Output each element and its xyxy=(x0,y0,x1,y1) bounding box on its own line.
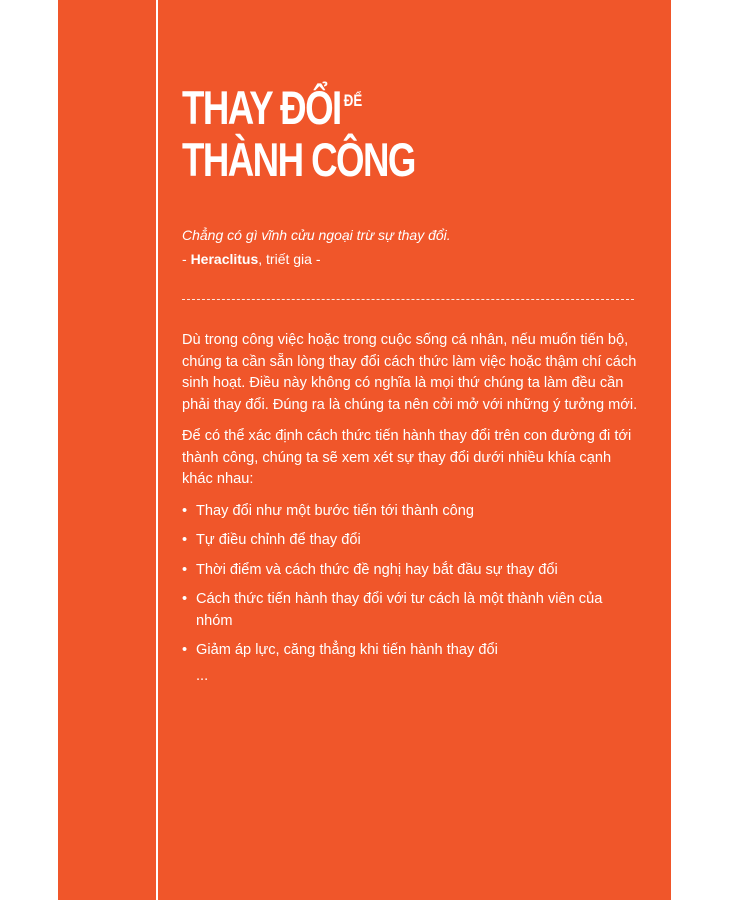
bullet-icon: • xyxy=(182,502,188,519)
list-item-text: Cách thức tiến hành thay đổi với tư cách là một thành viên của nhóm xyxy=(196,591,603,629)
epigraph-quote: Chẳng có gì vĩnh cửu ngoại trừ sự thay đổi. xyxy=(182,227,451,243)
bullet-icon: • xyxy=(182,561,188,578)
list-item xyxy=(182,640,640,662)
blurb-body xyxy=(182,330,640,687)
epigraph-attribution xyxy=(182,251,321,267)
list-item-text: Thay đổi như một bước tiến tới thành công xyxy=(196,502,475,519)
title-line-2: THÀNH CÔNG xyxy=(182,133,415,186)
list-item xyxy=(182,501,640,523)
list-item-text: Thời điểm và cách thức đề nghị hay bắt đầu sự thay đổi xyxy=(196,561,558,578)
bullet-icon: • xyxy=(182,532,188,548)
dashed-divider xyxy=(182,299,634,300)
book-back-cover xyxy=(58,0,671,900)
quote-author: Heraclitus xyxy=(190,251,259,267)
blurb-paragraph-1: Dù trong công việc hoặc trong cuộc sống cá nhân, nếu muốn tiến bộ, chúng ta cần sẵn lòng thay đổi cách thức làm việc hoặc thậm chí cách sinh hoạt. Điều này không có nghĩa là mọi thứ chúng ta làm đều cần phải thay đổi. Đúng ra là chúng ta nên cởi mở với những ý tưởng mới. xyxy=(182,332,638,413)
quote-author-role: , triết gia - xyxy=(258,251,321,267)
spine-divider-line xyxy=(156,0,158,900)
title-small-word: ĐỂ xyxy=(343,91,363,110)
attribution-dash: - xyxy=(182,251,191,267)
list-item-text: Tự điều chỉnh để thay đổi xyxy=(196,532,361,548)
list-item xyxy=(182,560,640,582)
title-line-1 xyxy=(182,81,415,134)
book-title xyxy=(182,81,481,186)
topic-list xyxy=(182,501,640,662)
bullet-icon: • xyxy=(182,642,188,658)
list-item-text: Giảm áp lực, căng thẳng khi tiến hành thay đổi xyxy=(196,642,498,658)
list-item xyxy=(182,530,640,552)
list-ellipsis: ... xyxy=(196,667,209,684)
bullet-icon: • xyxy=(182,591,188,607)
list-item xyxy=(182,589,640,632)
title-line-1-text: THAY ĐỔI xyxy=(182,81,341,134)
blurb-paragraph-2: Để có thể xác định cách thức tiến hành thay đổi trên con đường đi tới thành công, chúng ta sẽ xem xét sự thay đổi dưới nhiều khía cạnh khác nhau: xyxy=(182,428,632,487)
